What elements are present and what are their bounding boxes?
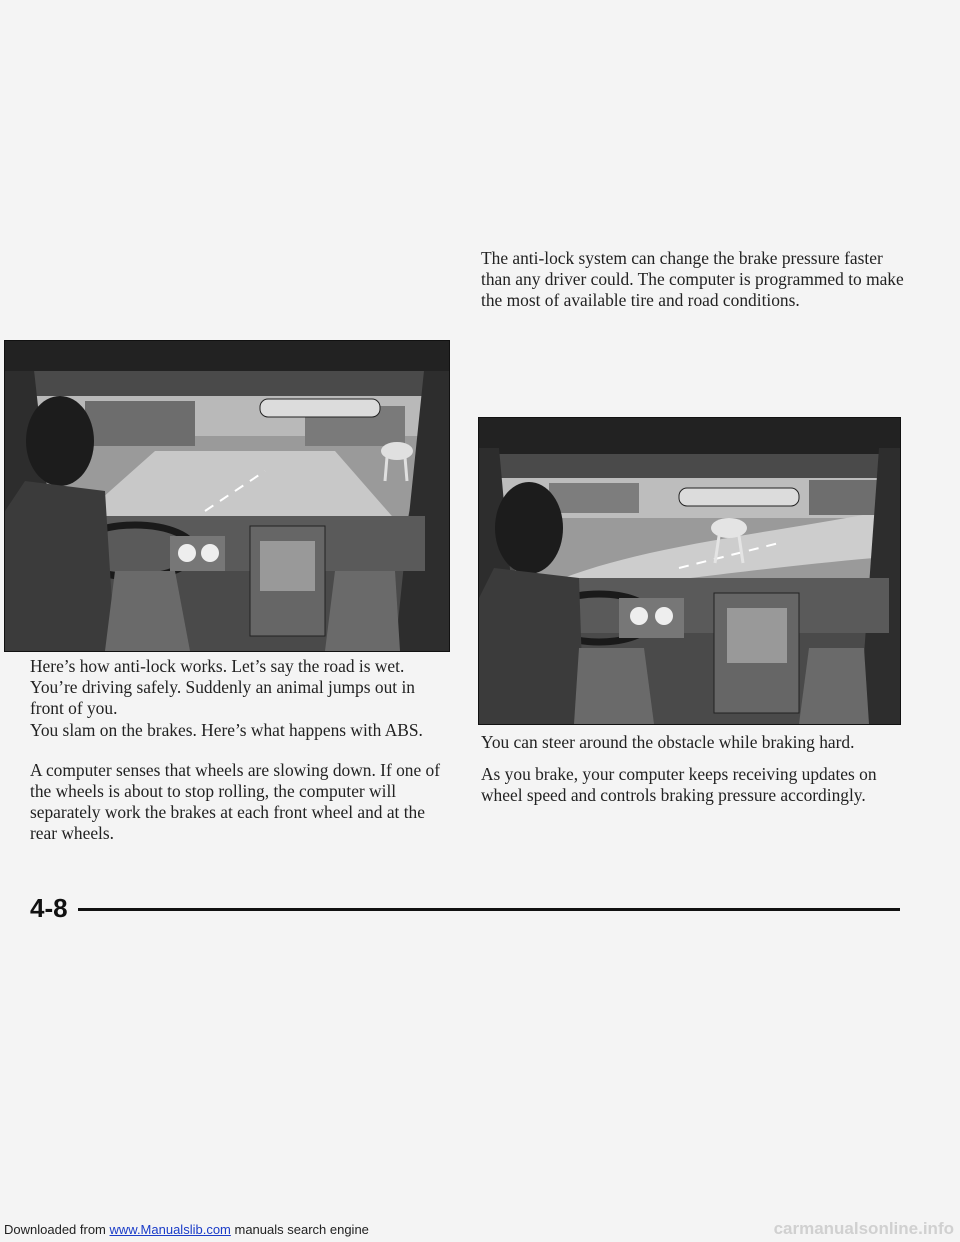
site-watermark: carmanualsonline.info: [773, 1219, 954, 1238]
illustration-steering-around-drawing: [479, 418, 900, 724]
right-intro-paragraph: The anti-lock system can change the brake pressure faster than any driver could. The computer is programmed to make the most of available tire and road conditions.: [481, 248, 904, 310]
manualslib-link[interactable]: www.Manualslib.com: [109, 1222, 231, 1237]
illustration-animal-on-road: [4, 340, 450, 652]
page-number-rule: [78, 908, 900, 911]
download-footer: [4, 1222, 369, 1237]
left-paragraph-2: You slam on the brakes. Here’s what happens with ABS.: [30, 720, 423, 740]
footer-suffix: manuals search engine: [230, 1222, 369, 1237]
right-paragraph-2: As you brake, your computer keeps receiving updates on wheel speed and controls braking pressure accordingly.: [481, 764, 877, 805]
left-paragraph-1: Here’s how anti-lock works. Let’s say the road is wet. You’re driving safely. Suddenly an animal jumps out in front of you.: [30, 656, 415, 718]
page-number: 4-8: [30, 893, 68, 923]
footer-prefix: Downloaded from: [4, 1222, 110, 1237]
illustration-steering-around: [478, 417, 901, 725]
illustration-animal-on-road-drawing: [5, 341, 449, 651]
left-paragraph-3: A computer senses that wheels are slowing down. If one of the wheels is about to stop rolling, the computer will separately work the brakes at each front wheel and at the rear wheels.: [30, 760, 441, 843]
right-paragraph-1: You can steer around the obstacle while braking hard.: [481, 732, 855, 752]
